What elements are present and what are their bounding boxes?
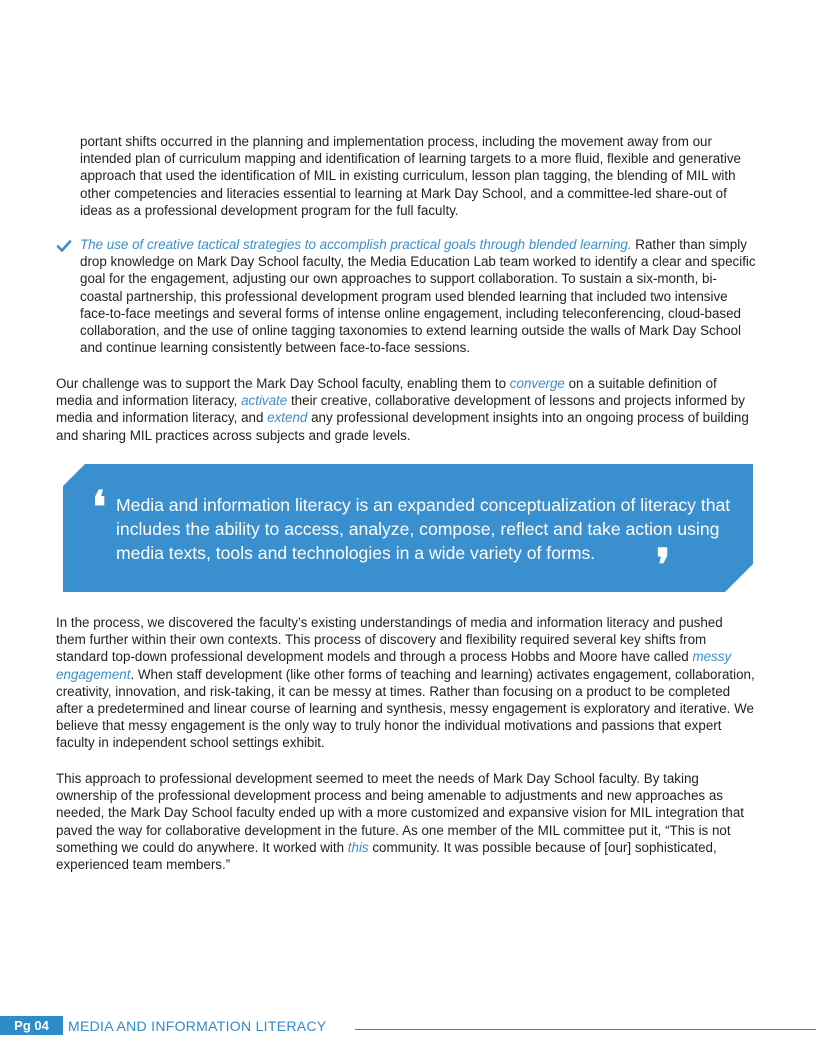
page-number-badge: Pg 04: [0, 1016, 63, 1035]
bullet-item: [80, 236, 756, 356]
open-quote-icon: ❛: [92, 482, 107, 533]
process-paragraph: [56, 614, 756, 752]
process-part1: In the process, we discovered the faculty’s existing understandings of media and information literacy and pushed them further within their own contexts. This process of discovery and flexibility required several key shifts from standard top-down professional development models and through a process Hobbs and Moore have called: [56, 615, 723, 665]
challenge-em-extend: extend: [267, 410, 308, 426]
approach-text: [56, 770, 756, 873]
close-quote-icon: ❜: [656, 540, 671, 591]
challenge-paragraph: [56, 375, 756, 444]
challenge-em-converge: converge: [509, 376, 565, 391]
approach-paragraph: [56, 770, 756, 873]
challenge-part4: any professional development insights into an ongoing process of building and sharing MIL practices across subjects and grade levels.: [56, 410, 749, 443]
approach-part2: community. It was possible because of [our] sophisticated, experienced team members.”: [56, 839, 717, 873]
footer-rule: [355, 1029, 816, 1030]
footer-title: MEDIA AND INFORMATION LITERACY: [68, 1018, 327, 1034]
process-em-messy: messy engagement: [56, 649, 732, 682]
challenge-part3: their creative, collaborative development of lessons and projects informed by media and information literacy, and: [56, 393, 745, 426]
challenge-text: [56, 375, 756, 444]
challenge-part1: Our challenge was to support the Mark Day School faculty, enabling them to: [56, 376, 510, 391]
bullet-emphasis: The use of creative tactical strategies to accomplish practical goals through blended learning.: [80, 237, 632, 252]
process-text: [56, 614, 756, 752]
bullet-text: [80, 236, 756, 356]
process-part2: . When staff development (like other forms of teaching and learning) activates engagement, collaboration, creativity, innovation, and risk-taking, it can be messy at times. Rather than focusing on a product to be completed after a predetermined and linear course of learning and synthesis, messy engagement is exploratory and iterative. We believe that messy engagement is the only way to truly honor the individual motivations and passions that expert faculty in independent school settings exhibit.: [56, 666, 755, 751]
challenge-em-activate: activate: [241, 393, 288, 409]
challenge-part2: on a suitable definition of media and information literacy,: [56, 376, 717, 409]
intro-continued-text: portant shifts occurred in the planning and implementation process, including the movement away from our intended plan of curriculum mapping and identification of learning targets to a more fluid, flexible and generative approach that used the identification of MIL in existing curriculum, lesson plan tagging, the blending of MIL with other competencies and literacies essential to learning at Mark Day School, and a committee-led share-out of ideas as a professional development program for the full faculty.: [80, 134, 742, 218]
approach-em-this: this: [347, 839, 369, 855]
intro-continued-paragraph: [80, 133, 756, 219]
pull-quote-text: Media and information literacy is an expanded conceptualization of literacy that includes the ability to access, analyze, compose, reflect and take action using media texts, tools and technologies in a wide variety of forms.: [116, 495, 731, 564]
approach-part1: This approach to professional development seemed to meet the needs of Mark Day School faculty. By taking ownership of the professional development process and being amenable to adjustments and new approaches as needed, the Mark Day School faculty ended up with a more customized and expansive vision for MIL integration that paved the way for collaborative development in the future. As one member of the MIL committee put it, “This is not something we could do anywhere. It worked with: [56, 771, 745, 855]
bullet-body: Rather than simply drop knowledge on Mark Day School faculty, the Media Education Lab team worked to identify a clear and specific goal for the engagement, adjusting our own approaches to support collaboration. To sustain a six-month, bi-coastal partnership, this professional development program used blended learning that included two intensive face-to-face meetings and several forms of intense online engagement, including teleconferencing, cloud-based collaboration, and the use of online tagging taxonomies to extend learning outside the walls of Mark Day School and continue learning consistently between face-to-face sessions.: [80, 237, 756, 356]
checkmark-icon: [56, 238, 72, 254]
